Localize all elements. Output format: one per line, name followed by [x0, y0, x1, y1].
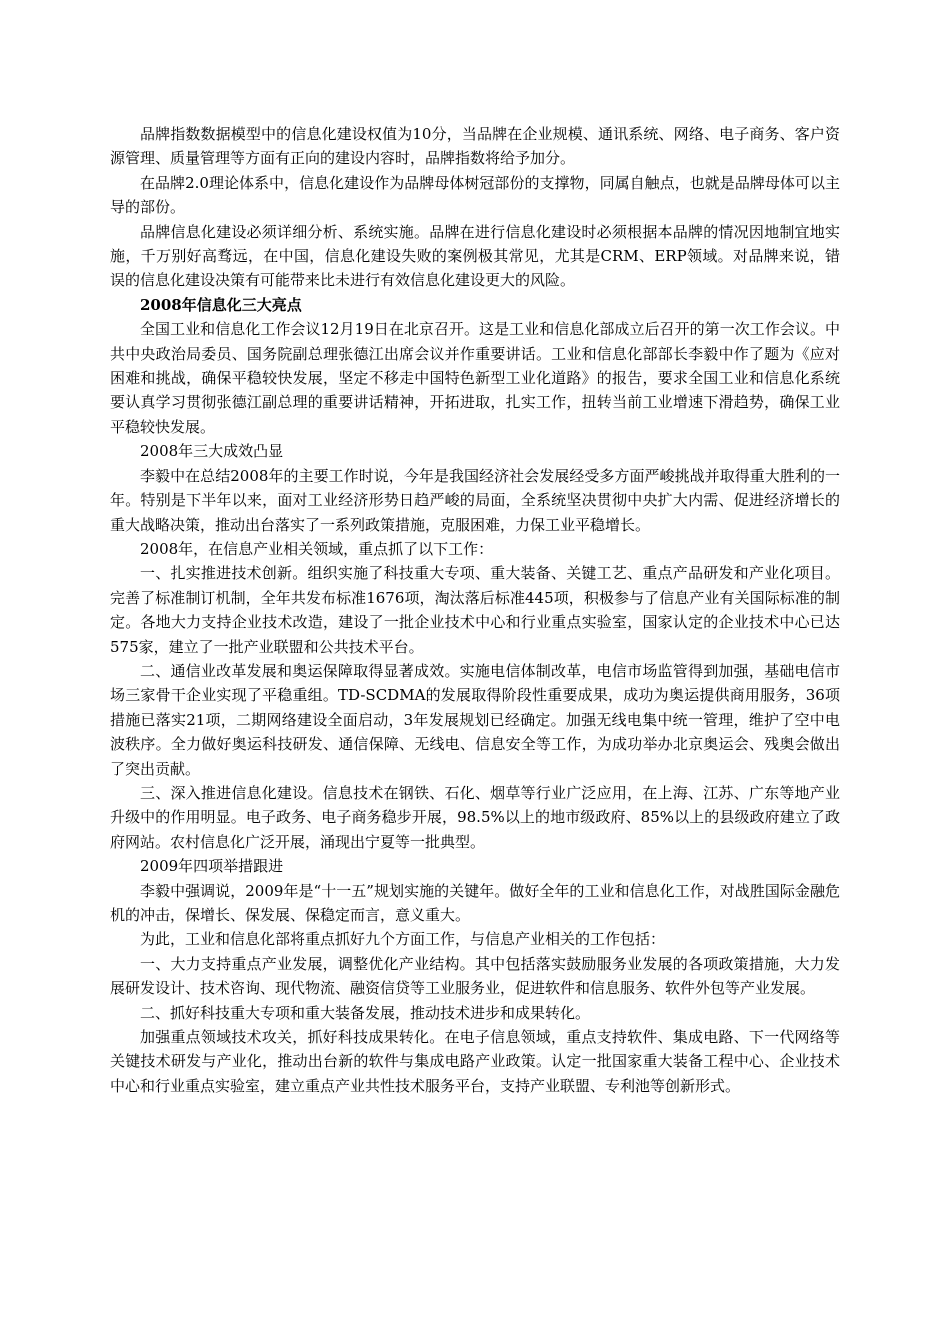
paragraph-major-projects: 二、抓好科技重大专项和重大装备发展，推动技术进步和成果转化。	[140, 1003, 591, 1022]
paragraph-brand-informatization: 品牌信息化建设必须详细分析、系统实施。品牌在进行信息化建设时必须根据本品牌的情况因地制宜地实施，千万别好高骛远，在中国，信息化建设失败的案例极其常见，尤其是CRM、ERP领域。对品牌来说，错误的信息化建设决策有可能带来比未进行有效信息化建设更大的风险。	[110, 222, 840, 290]
subheading-2008-results: 2008年三大成效凸显	[140, 442, 284, 461]
paragraph-nine-areas: 为此，工业和信息化部将重点抓好九个方面工作，与信息产业相关的工作包括：	[140, 930, 666, 949]
paragraph-brand-index: 品牌指数数据模型中的信息化建设权值为10分，当品牌在企业规模、通讯系统、网络、电子商务、客户资源管理、质量管理等方面有正向的建设内容时，品牌指数将给予加分。	[110, 125, 840, 168]
paragraph-national-conference: 全国工业和信息化工作会议12月19日在北京召开。这是工业和信息化部成立后召开的第一次工作会议。中共中央政治局委员、国务院副总理张德江出席会议并作重要讲话。工业和信息化部部长李毅中作了题为《应对困难和挑战，确保平稳较快发展，坚定不移走中国特色新型工业化道路》的报告，要求全国工业和信息化系统要认真学习贯彻张德江副总理的重要讲话精神，开拓进取，扎实工作，扭转当前工业增速下滑趋势，确保工业平稳较快发展。	[110, 320, 840, 436]
subheading-2009-measures: 2009年四项举措跟进	[140, 857, 284, 876]
paragraph-informatization-progress: 三、深入推进信息化建设。信息技术在钢铁、石化、烟草等行业广泛应用，在上海、江苏、广东等地产业升级中的作用明显。电子政务、电子商务稳步开展，98.5%以上的地市级政府、85%以上的县级政府建立了政府网站。农村信息化广泛开展，涌现出宁夏等一批典型。	[110, 783, 840, 851]
paragraph-support-industries: 一、大力支持重点产业发展，调整优化产业结构。其中包括落实鼓励服务业发展的各项政策措施，大力发展研发设计、技术咨询、现代物流、融资信贷等工业服务业，促进软件和信息服务、软件外包等产业发展。	[110, 954, 840, 998]
paragraph-telecom-reform: 二、通信业改革发展和奥运保障取得显著成效。实施电信体制改革，电信市场监管得到加强，基础电信市场三家骨干企业实现了平稳重组。TD-SCDMA的发展取得阶段性重要成果，成功为奥运提供商用服务，36项措施已落实21项，二期网络建设全面启动，3年发展规划已经确定。加强无线电集中统一管理，维护了空中电波秩序。全力做好奥运科技研发、通信保障、无线电、信息安全等工作，为成功举办北京奥运会、残奥会做出了突出贡献。	[110, 661, 840, 778]
section-heading-2008-highlights: 2008年信息化三大亮点	[140, 295, 302, 314]
paragraph-2009-key-year: 李毅中强调说，2009年是“十一五”规划实施的关键年。做好全年的工业和信息化工作，对战胜国际金融危机的冲击，保增长、保发展、保稳定而言，意义重大。	[110, 881, 840, 924]
paragraph-2008-summary: 李毅中在总结2008年的主要工作时说，今年是我国经济社会发展经受多方面严峻挑战并取得重大胜利的一年。特别是下半年以来，面对工业经济形势日趋严峻的局面，全系统坚决贯彻中央扩大内需、促进经济增长的重大战略决策，推动出台落实了一系列政策措施，克服困难，力保工业平稳增长。	[110, 466, 840, 534]
paragraph-2008-work-intro: 2008年，在信息产业相关领域，重点抓了以下工作：	[140, 539, 494, 558]
paragraph-brand-2-0: 在品牌2.0理论体系中，信息化建设作为品牌母体树冠部份的支撑物，同属自触点，也就是品牌母体可以主导的部份。	[110, 173, 840, 217]
paragraph-key-tech: 加强重点领域技术攻关，抓好科技成果转化。在电子信息领域，重点支持软件、集成电路、下一代网络等关键技术研发与产业化，推动出台新的软件与集成电路产业政策。认定一批国家重大装备工程中心、企业技术中心和行业重点实验室，建立重点产业共性技术服务平台，支持产业联盟、专利池等创新形式。	[110, 1028, 840, 1095]
document-page	[110, 122, 840, 1098]
paragraph-tech-innovation: 一、扎实推进技术创新。组织实施了科技重大专项、重大装备、关键工艺、重点产品研发和产业化项目。完善了标准制订机制，全年共发布标准1676项，淘汰落后标准445项，积极参与了信息产业有关国际标准的制定。各地大力支持企业技术改造，建设了一批企业技术中心和行业重点实验室，国家认定的企业技术中心已达575家，建立了一批产业联盟和公共技术平台。	[110, 564, 840, 656]
